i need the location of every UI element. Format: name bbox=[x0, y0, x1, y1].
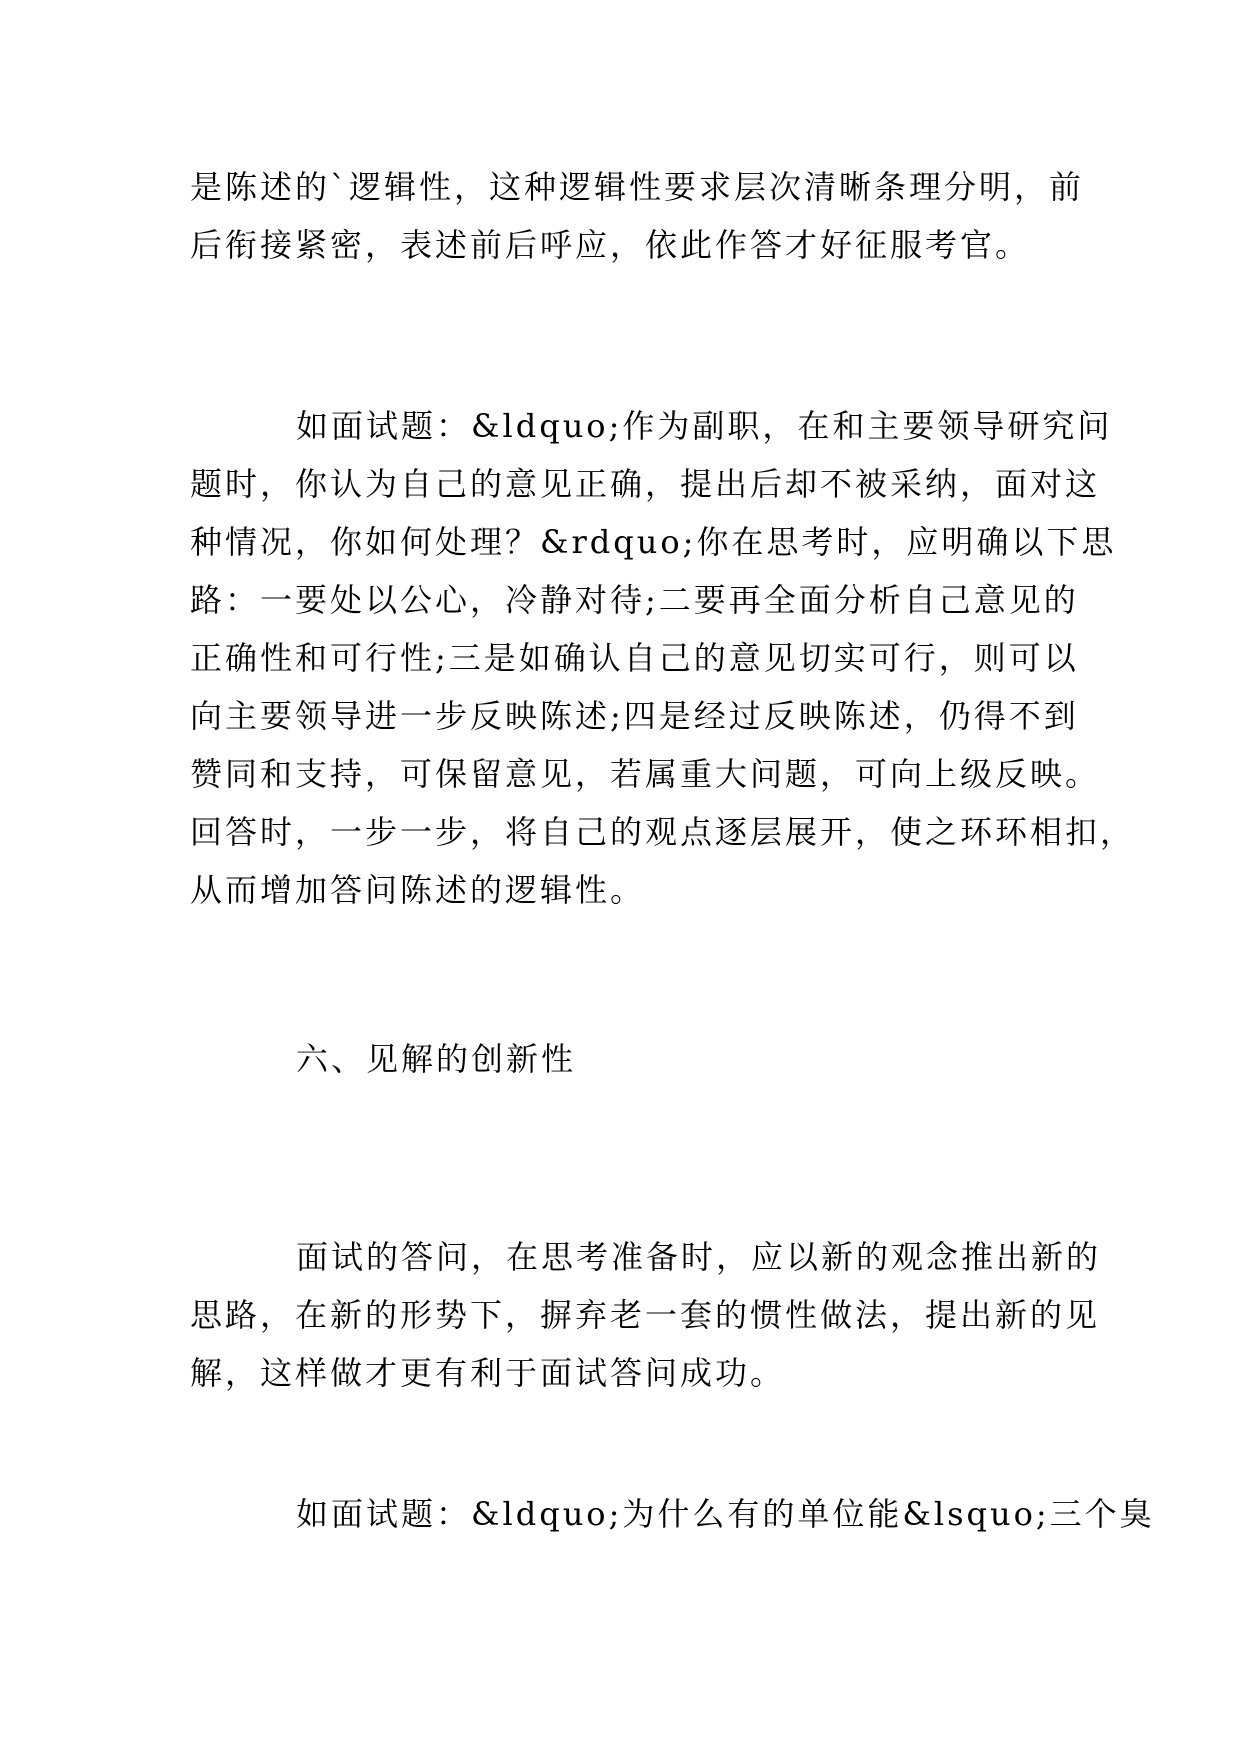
section-heading-innovation bbox=[190, 1030, 1050, 1088]
paragraph-example-units bbox=[190, 1485, 1155, 1543]
text-line: 回答时，一步一步，将自己的观点逐层展开，使之环环相扣， bbox=[190, 813, 1136, 851]
text-line: 解，这样做才更有利于面试答问成功。 bbox=[190, 1354, 786, 1392]
paragraph-logic-continued bbox=[190, 158, 1085, 274]
text-line: 正确性和可行性;三是如确认自己的意见切实可行，则可以 bbox=[190, 639, 1079, 677]
text-line: 如面试题：&ldquo;作为副职，在和主要领导研究问 bbox=[296, 407, 1113, 445]
text-line: 种情况，你如何处理？&rdquo;你在思考时，应明确以下思 bbox=[190, 523, 1117, 561]
text-line: 是陈述的`逻辑性，这种逻辑性要求层次清晰条理分明，前 bbox=[190, 168, 1085, 206]
text-line: 后衔接紧密，表述前后呼应，依此作答才好征服考官。 bbox=[190, 226, 1031, 264]
paragraph-example-deputy bbox=[190, 397, 1136, 919]
text-line: 思路，在新的形势下，摒弃老一套的惯性做法，提出新的见 bbox=[190, 1296, 1101, 1334]
text-line: 向主要领导进一步反映陈述;四是经过反映陈述，仍得不到 bbox=[190, 697, 1079, 735]
section-heading: 六、见解的创新性 bbox=[296, 1040, 577, 1078]
paragraph-innovation bbox=[190, 1228, 1102, 1402]
text-line: 题时，你认为自己的意见正确，提出后却不被采纳，面对这 bbox=[190, 465, 1101, 503]
text-line: 路：一要处以公心，冷静对待;二要再全面分析自己意见的 bbox=[190, 581, 1079, 619]
text-line: 赞同和支持，可保留意见，若属重大问题，可向上级反映。 bbox=[190, 755, 1101, 793]
text-line: 面试的答问，在思考准备时，应以新的观念推出新的 bbox=[296, 1238, 1102, 1276]
text-line: 从而增加答问陈述的逻辑性。 bbox=[190, 871, 646, 909]
text-line: 如面试题：&ldquo;为什么有的单位能&lsquo;三个臭 bbox=[296, 1495, 1155, 1533]
